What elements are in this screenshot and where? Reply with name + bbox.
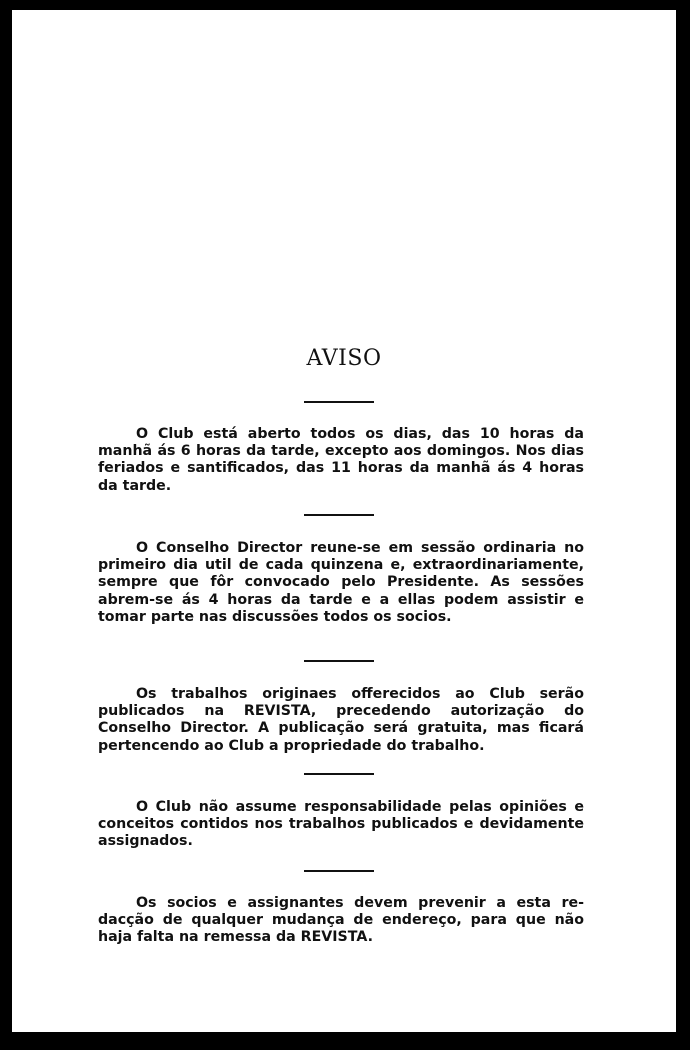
section-divider	[304, 773, 374, 775]
paragraph-council-sessions: O Conselho Director reune-se em sessão ordinaria no primeiro dia util de cada quinzena e, extraordinariamente, sempre que fôr convocado pelo Presidente. As sessões abrem-se ás 4 horas da tarde e a ellas podem assistir e tomar parte nas discussões todos os socios.	[98, 540, 584, 625]
paragraph-opening-hours: O Club está aberto todos os dias, das 10 horas da manhã ás 6 horas da tarde, excepto aos domingos. Nos dias feriados e santificados, das 11 horas da manhã ás 4 horas da tarde.	[98, 426, 584, 494]
section-divider	[304, 401, 374, 403]
section-divider	[304, 514, 374, 516]
paragraph-original-works: Os trabalhos originaes offerecidos ao Club serão publicados na REVISTA, precedendo autorização do Conselho Director. A publicação será gratuita, mas ficará pertencendo ao Club a propriedade do trabalho.	[98, 686, 584, 754]
section-divider	[304, 870, 374, 872]
document-page	[12, 10, 676, 1032]
page-title: AVISO	[306, 346, 382, 371]
paragraph-address-change: Os socios e assignantes devem prevenir a esta redacção de qualquer mudança de endereço, para que não haja falta na remessa da REVISTA.	[98, 895, 584, 946]
section-divider	[304, 660, 374, 662]
paragraph-responsibility: O Club não assume responsabilidade pelas opiniões e conceitos contidos nos trabalhos publicados e devidamente assignados.	[98, 799, 584, 850]
